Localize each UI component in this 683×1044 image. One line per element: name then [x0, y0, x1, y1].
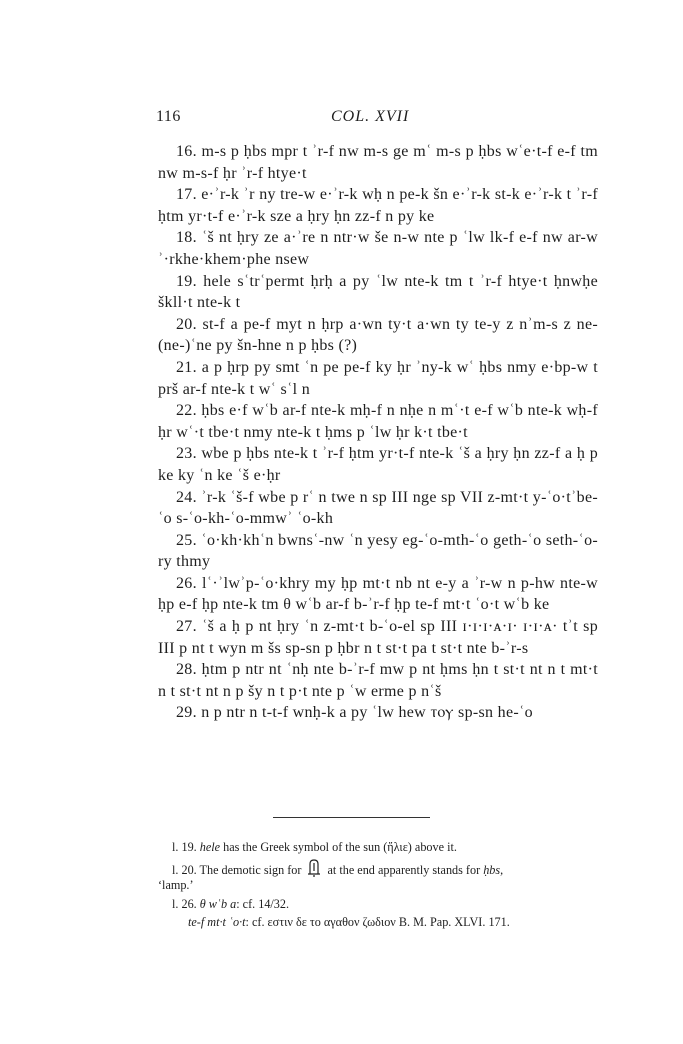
- footnote-divider: [273, 817, 430, 818]
- footnote-text: ‘lamp.’: [158, 878, 194, 893]
- text-line-17: 17. e·ʾr-k ʾr ny tre-w e·ʾr-k wḥ n pe-k šn e·ʾr-k st-k e·ʾr-k t ʾr-f ḥtm yr·t-f e·ʾr-k sze a ḥry ḥn zz-f n py ke: [158, 186, 598, 225]
- footnotes: [158, 840, 598, 934]
- footnote-text: : cf. εστιν δε το αγαθον ζωδιον B. M. Pap. XLVI. 171.: [245, 915, 510, 930]
- footnote-term: hele: [199, 840, 221, 854]
- footnote-ref: l. 19.: [172, 840, 197, 854]
- footnote-19: [158, 840, 598, 856]
- text-line-19: 19. hele sʿtrʿpermt ḥrḥ a py ʿlw nte-k tm t ʾr-f htye·t ḥnwḥe škll·t nte-k t: [158, 272, 598, 312]
- text-line-28: 28. ḥtm p ntr nt ʿnḥ nte b-ʾr-f mw p nt ḥms ḥn t st·t nt n t mt·t n t st·t nt n p šy n t p·t nte p ʿw erme p nʿš: [158, 661, 598, 700]
- text-line-27: 27. ʿš a ḥ p nt ḥry ʿn z-mt·t b-ʿo-el sp III ɪ·ɪ·ɪ·ᴀ·ɪ· ɪ·ɪ·ᴀ· tʾt sp III p nt t wyn m šs sp-sn p ḥbr n t st·t pa t st·t nte b-ʾr-s: [158, 618, 598, 657]
- footnote-ref: l. 20.: [172, 862, 197, 877]
- footnote-term: θ wʿb a: [199, 896, 237, 911]
- main-text: [158, 141, 598, 724]
- text-line-26: 26. lʿ·ʾlwʾp-ʿo·khry my ḥp mt·t nb nt e-y a ʾr-w n p-hw nte-w ḥp e-f ḥp nte-k tm θ wʿb ar-f b-ʾr-f ḥp te-f mt·t ʿo·t wʿb ke: [158, 574, 598, 614]
- footnote-26: [158, 897, 598, 913]
- footnote-text: : cf. 14/32.: [236, 896, 290, 911]
- footnote-20: [158, 859, 598, 894]
- text-line-20: 20. st-f a pe-f myt n ḥrp a·wn ty·t a·wn ty te-y z nʾm-s z ne-(ne-)ʿne py šn-hne n p ḥbs (?): [158, 315, 598, 355]
- text-line-25: 25. ʿo·kh·khʿn bwnsʿ-nw ʿn yesy eg-ʿo-mth-ʿo geth-ʿo seth-ʿo-ry thmy: [158, 531, 598, 571]
- text-line-23: 23. wbe p ḥbs nte-k t ʾr-f ḥtm yr·t-f nte-k ʿš a ḥry ḥn zz-f a ḥ p ke ky ʿn ke ʿš e·ḥr: [158, 445, 598, 484]
- footnote-term: te-f mt·t ʿo·t: [188, 915, 246, 930]
- demotic-lamp-sign-icon: [308, 859, 320, 877]
- text-line-16: 16. m-s p ḥbs mpr t ʾr-f nw m-s ge mʿ m-s p ḥbs wʿe·t-f e-f tm nw m-s-f ḥr ʾr-f htye·t: [158, 143, 598, 182]
- text-line-29: 29. n p ntr n t-t-f wnḥ-k a py ʿlw hew ⲧⲟⲩ sp-sn he-ʿo: [176, 704, 533, 722]
- page-number: 116: [156, 108, 181, 125]
- footnote-26-continued: [158, 915, 598, 931]
- footnote-ref: l. 26.: [172, 896, 197, 911]
- footnote-text: The demotic sign for: [196, 862, 305, 877]
- footnote-text: has the Greek symbol of the sun (ἥλιε) above it.: [220, 840, 457, 854]
- footnote-term: ḥbs,: [483, 862, 504, 877]
- text-line-24: 24. ʾr-k ʿš-f wbe p rʿ n twe n sp III nge sp VII z-mt·t y-ʿo·tʾbe-ʿo s-ʿo-kh-ʿo-mmwʾ ʿo-kh: [158, 488, 598, 528]
- running-title: COL. XVII: [331, 108, 410, 125]
- footnote-text: at the end apparently stands for: [324, 862, 484, 877]
- text-line-21: 21. a p ḥrp py smt ʿn pe pe-f ky ḥr ʾny-k wʿ ḥbs nmy e·bp-w t prš ar-f nte-k t wʿ sʿl n: [158, 358, 598, 398]
- text-line-18: 18. ʿš nt ḥry ze a·ʾre n ntr·w še n-w nte p ʿlw lk-f e-f nw ar-w ʾ·rkhe·khem·phe nsew: [158, 229, 598, 268]
- text-line-22: 22. ḥbs e·f wʿb ar-f nte-k mḥ-f n nḥe n mʿ·t e-f wʿb nte-k wḥ-f ḥr wʿ·t tbe·t nmy nte-k t ḥms p ʿlw ḥr k·t tbe·t: [158, 402, 598, 441]
